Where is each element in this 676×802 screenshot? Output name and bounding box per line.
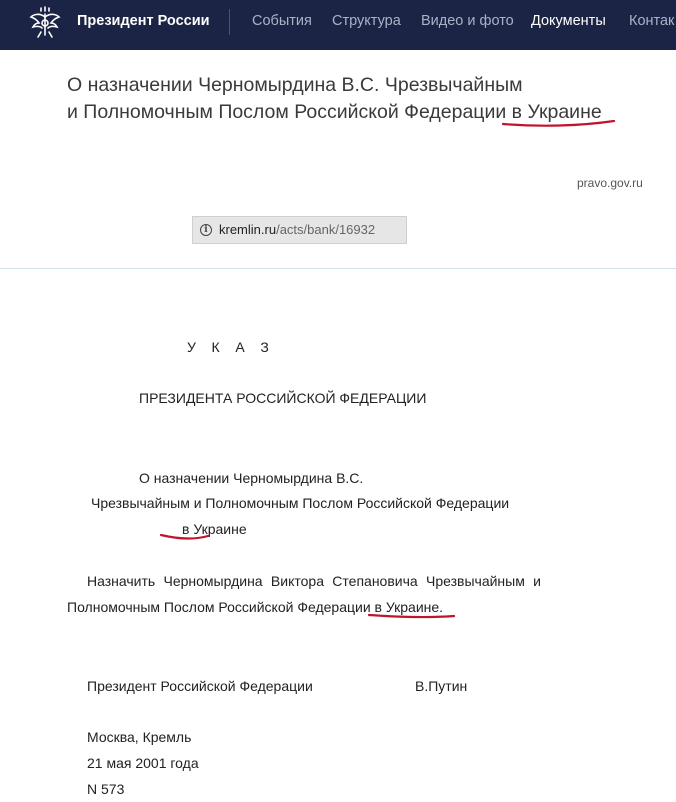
body-underline-mark	[369, 615, 454, 617]
info-icon[interactable]: i	[200, 224, 212, 236]
decree-subject-line-1: О назначении Черномырдина В.С.	[139, 470, 364, 486]
site-brand-link[interactable]: Президент России	[77, 13, 210, 29]
decree-number: N 573	[87, 781, 125, 797]
page-title-line-2: и Полномочным Послом Российской Федерации в Украине	[67, 101, 602, 123]
decree-heading: У К А З	[187, 339, 275, 355]
eagle-emblem-icon[interactable]	[28, 5, 62, 41]
site-header	[0, 0, 676, 50]
source-link[interactable]: pravo.gov.ru	[577, 176, 643, 190]
address-bar[interactable]	[192, 216, 407, 244]
nav-structure[interactable]: Структура	[332, 13, 401, 29]
page-title	[67, 72, 627, 126]
address-domain: kremlin.ru	[219, 222, 277, 237]
signature-title: Президент Российской Федерации	[87, 678, 313, 694]
signature-name: В.Путин	[415, 678, 468, 694]
decree-subject-line-2: Чрезвычайным и Полномочным Послом Российской Федерации	[91, 495, 510, 511]
nav-video-photo[interactable]: Видео и фото	[421, 13, 514, 29]
decree-place: Москва, Кремль	[87, 729, 192, 745]
section-divider	[0, 268, 676, 269]
decree-body-line-2: Полномочным Послом Российской Федерации в Украине.	[67, 599, 444, 615]
decree-subject-line-3: в Украине	[182, 521, 247, 537]
header-divider	[229, 9, 230, 35]
decree-body-line-1: Назначить Черномырдина Виктора Степановича Чрезвычайным и	[87, 573, 541, 589]
page-title-line-1: О назначении Черномырдина В.С. Чрезвычайным	[67, 74, 523, 96]
address-url	[219, 217, 375, 243]
address-path: /acts/bank/16932	[276, 222, 376, 237]
nav-documents[interactable]: Документы	[531, 13, 606, 29]
nav-events[interactable]: События	[252, 13, 312, 29]
decree-date: 21 мая 2001 года	[87, 755, 199, 771]
nav-contacts[interactable]: Контак	[629, 13, 675, 29]
decree-issuer: ПРЕЗИДЕНТА РОССИЙСКОЙ ФЕДЕРАЦИИ	[139, 390, 427, 406]
